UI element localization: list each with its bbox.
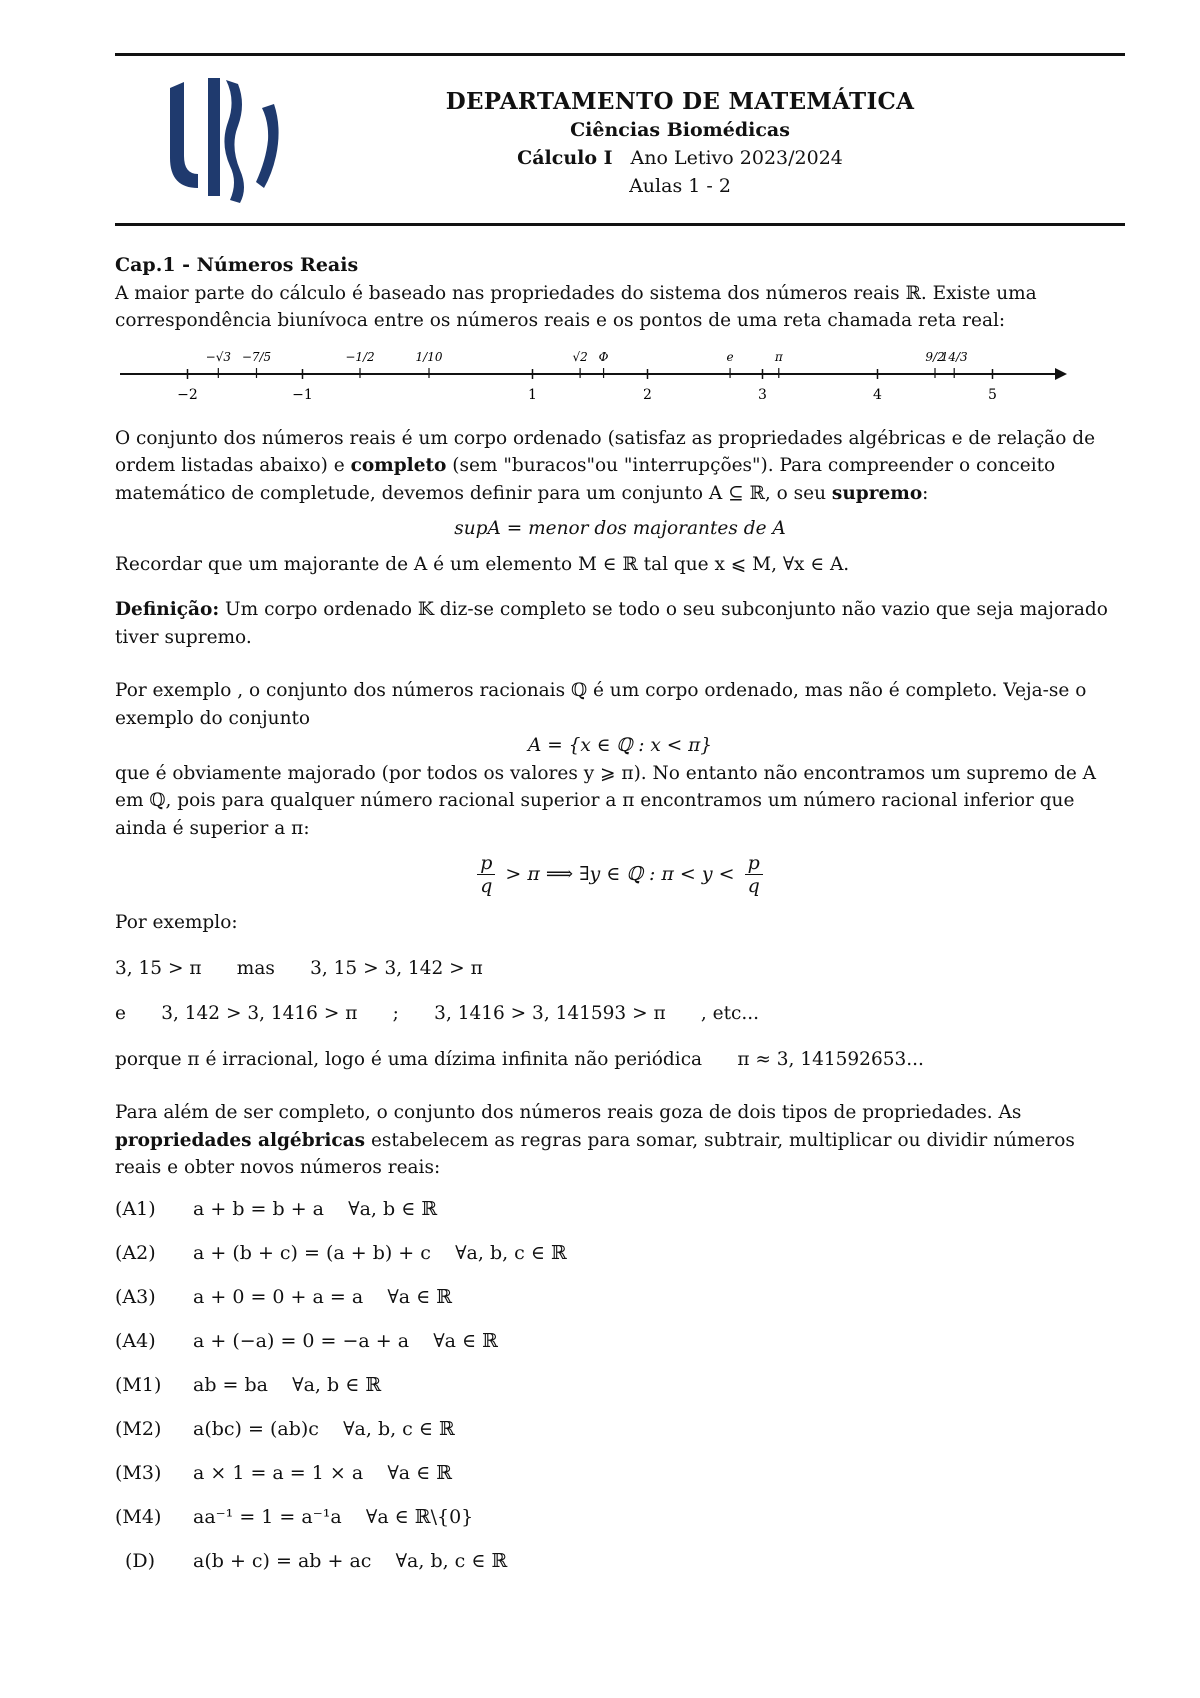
number-line-mark-label: −7/5 — [241, 349, 272, 364]
definition-text: Um corpo ordenado 𝕂 diz-se completo se todo o seu subconjunto não vazio que seja majorado tiver supremo. — [115, 599, 1108, 648]
property-formula: a + (−a) = 0 = −a + a ∀a ∈ ℝ — [193, 1329, 498, 1352]
number-line-tick-label: 2 — [643, 386, 652, 403]
property-label: (A3) — [115, 1285, 156, 1308]
property-formula: a + 0 = 0 + a = a ∀a ∈ ℝ — [193, 1285, 453, 1308]
property-formula: a + (b + c) = (a + b) + c ∀a, b, c ∈ ℝ — [193, 1241, 567, 1264]
paragraph-completeness — [115, 425, 1125, 508]
example-paragraph: que é obviamente majorado (por todos os valores y ⩾ π). No entanto não encontramos um supremo de A em ℚ, pois para qualquer número racional superior a π encontramos um número racional inferior que ainda é superior a π: — [115, 762, 1097, 839]
supremum-equation: supA = menor dos majorantes de A — [454, 518, 786, 539]
number-line-tick-label: 1 — [528, 386, 537, 403]
fraction-equation — [115, 852, 1125, 897]
property-row — [115, 1320, 1125, 1364]
intro-paragraph: A maior parte do cálculo é baseado nas propriedades do sistema dos números reais ℝ. Existe uma correspondência biunívoca entre os números reais e os pontos de uma reta chamada reta real: — [115, 282, 1037, 331]
fraction-middle: > π ⟹ ∃y ∈ ℚ : π < y < — [505, 862, 735, 885]
example-line-1: 3, 15 > π mas 3, 15 > 3, 142 > π — [115, 957, 483, 979]
property-label: (A1) — [115, 1197, 156, 1220]
property-formula: ab = ba ∀a, b ∈ ℝ — [193, 1373, 382, 1396]
property-row — [115, 1276, 1125, 1320]
arrow-icon — [1055, 368, 1067, 380]
property-formula: a × 1 = a = 1 × a ∀a ∈ ℝ — [193, 1461, 453, 1484]
property-label: (A2) — [115, 1241, 156, 1264]
property-formula: aa⁻¹ = 1 = a⁻¹a ∀a ∈ ℝ\{0} — [193, 1505, 474, 1528]
number-line-mark-label: 9/2 — [925, 349, 945, 364]
property-row — [115, 1540, 1125, 1584]
department-title: DEPARTAMENTO DE MATEMÁTICA — [445, 88, 915, 115]
property-label: (A4) — [115, 1329, 156, 1352]
property-label: (D) — [125, 1549, 156, 1572]
paragraph-text: (sem "buracos"ou "interrupções"). Para compreender o conceito matemático de completude, devemos definir para um conjunto A ⊆ ℝ, o seu — [115, 455, 1056, 504]
number-line-mark-label: π — [774, 349, 783, 364]
term-completo: completo — [350, 455, 447, 476]
number-line-tick-label: 4 — [873, 386, 882, 403]
property-row — [115, 1408, 1125, 1452]
por-exemplo-label: Por exemplo: — [115, 912, 238, 933]
property-label: (M2) — [115, 1417, 162, 1440]
fraction-denominator: q — [480, 875, 493, 897]
academic-year: Ano Letivo 2023/2024 — [630, 147, 843, 169]
fraction-right — [745, 852, 763, 897]
number-line-mark-label: 14/3 — [940, 349, 968, 364]
term-algebraic-properties: propriedades algébricas — [115, 1129, 366, 1151]
property-row — [115, 1188, 1125, 1232]
set-equation: A = {x ∈ ℚ : x < π} — [527, 735, 712, 756]
document-header — [330, 88, 1030, 200]
number-line-tick-label: −1 — [292, 386, 313, 403]
lessons-label: Aulas 1 - 2 — [629, 175, 731, 197]
header-rule-top — [115, 53, 1125, 56]
algebraic-paragraph — [115, 1099, 1125, 1182]
subject-line — [330, 144, 1030, 172]
document-body — [115, 252, 1125, 1584]
paragraph-text: O conjunto dos números reais é um corpo ordenado (satisfaz as propriedades algébricas e de relação de ordem listadas abaixo) e — [115, 427, 1096, 476]
number-line — [115, 339, 1125, 409]
number-line-tick-label: −2 — [177, 386, 198, 403]
number-line-tick-label: 5 — [988, 386, 997, 403]
paragraph-text: : — [922, 482, 929, 504]
number-line-mark-label: e — [726, 349, 734, 364]
number-line-mark-label: −1/2 — [345, 349, 375, 364]
properties-list — [115, 1188, 1125, 1584]
fraction-numerator: p — [745, 852, 763, 875]
definition-paragraph — [115, 596, 1125, 651]
property-formula: a(b + c) = ab + ac ∀a, b, c ∈ ℝ — [193, 1549, 508, 1572]
number-line-mark-label: −√3 — [205, 349, 231, 364]
paragraph-text: estabelecem as regras para somar, subtrair, multiplicar ou dividir números reais e obter novos números reais: — [115, 1129, 1075, 1178]
property-label: (M4) — [115, 1505, 162, 1528]
header-rule-bottom — [115, 223, 1125, 226]
fraction-left — [477, 852, 495, 897]
course-title: Ciências Biomédicas — [570, 119, 790, 141]
fraction-denominator: q — [747, 875, 760, 897]
fraction-numerator: p — [477, 852, 495, 875]
property-row — [115, 1452, 1125, 1496]
recall-paragraph: Recordar que um majorante de A é um elemento M ∈ ℝ tal que x ⩽ M, ∀x ∈ A. — [115, 553, 850, 575]
number-line-mark-label: 1/10 — [415, 349, 443, 364]
property-row — [115, 1364, 1125, 1408]
term-supremo: supremo — [831, 482, 923, 504]
paragraph-text: Para além de ser completo, o conjunto dos números reais goza de dois tipos de propriedades. As — [115, 1102, 1022, 1123]
example-line-2: e 3, 142 > 3, 1416 > π ; 3, 1416 > 3, 141593 > π , etc... — [115, 1003, 760, 1024]
property-row — [115, 1232, 1125, 1276]
property-row — [115, 1496, 1125, 1540]
section-title: Cap.1 - Números Reais — [115, 254, 359, 276]
number-line-tick-label: 3 — [758, 386, 767, 403]
property-label: (M3) — [115, 1461, 162, 1484]
number-line-mark-label: √2 — [572, 349, 588, 364]
definition-label: Definição: — [115, 599, 220, 620]
property-label: (M1) — [115, 1373, 162, 1396]
property-formula: a + b = b + a ∀a, b ∈ ℝ — [193, 1197, 438, 1220]
example-line-3: porque π é irracional, logo é uma dízima infinita não periódica π ≈ 3, 141592653... — [115, 1048, 924, 1070]
ubi-logo-icon — [168, 78, 288, 203]
property-formula: a(bc) = (ab)c ∀a, b, c ∈ ℝ — [193, 1417, 455, 1440]
subject-name: Cálculo I — [517, 147, 613, 169]
number-line-mark-label: Φ — [598, 349, 609, 364]
example-intro: Por exemplo , o conjunto dos números racionais ℚ é um corpo ordenado, mas não é completo. Veja-se o exemplo do conjunto — [115, 680, 1087, 729]
